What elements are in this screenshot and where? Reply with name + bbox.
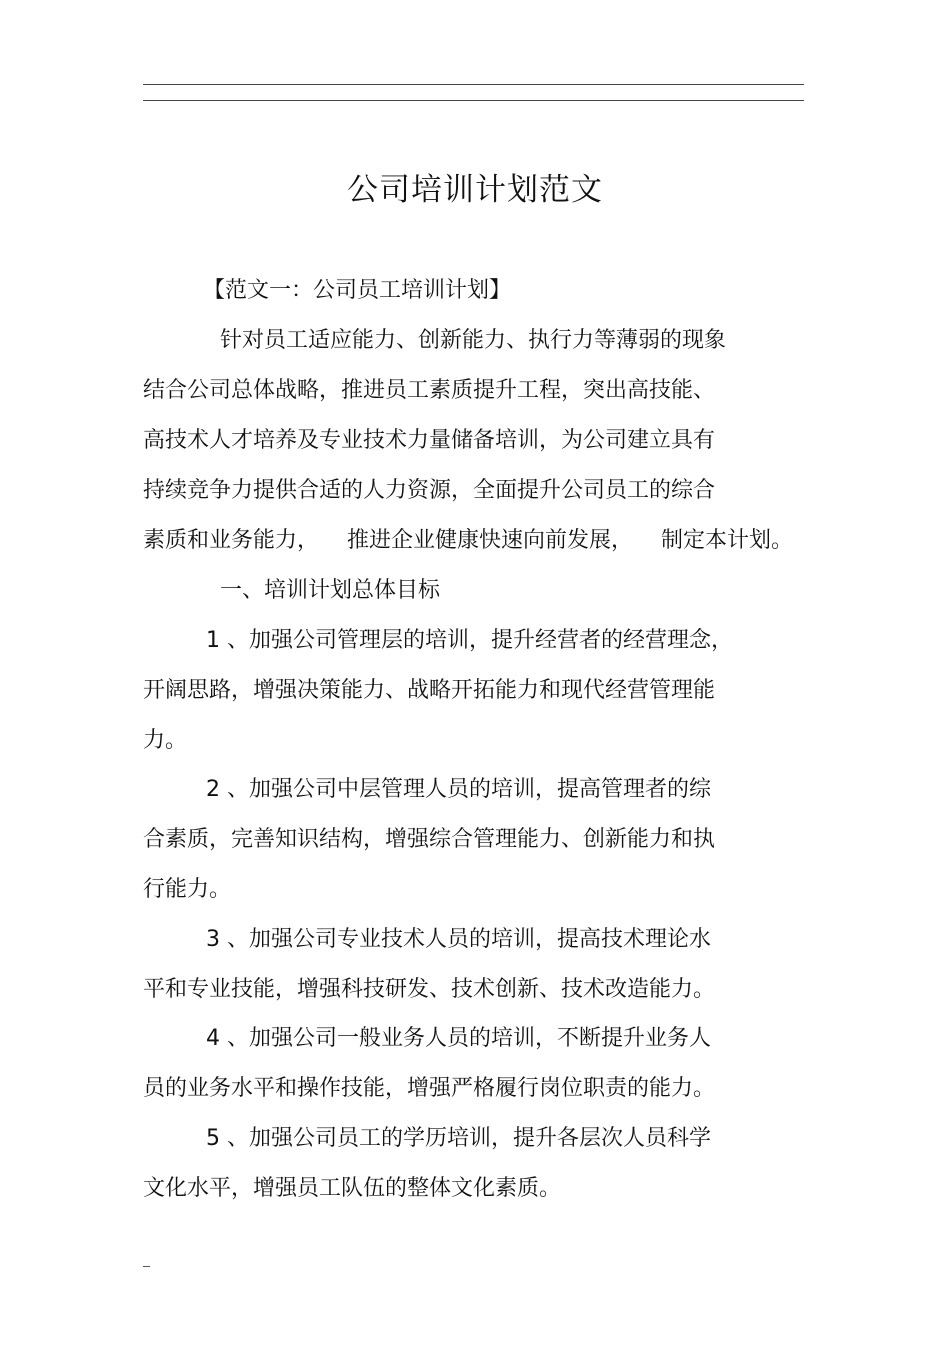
list-item-line: 合素质，完善知识结构，增强综合管理能力、创新能力和执 xyxy=(143,827,716,852)
list-item-line: 行能力。 xyxy=(143,877,232,902)
list-item-line: 4 、加强公司一般业务人员的培训，不断提升业务人 xyxy=(206,1026,711,1051)
list-item-line: 3 、加强公司专业技术人员的培训，提高技术理论水 xyxy=(206,927,711,952)
subsection-heading: 一、培训计划总体目标 xyxy=(220,578,441,603)
header-rule-bottom xyxy=(143,100,804,101)
list-item-line: 文化水平，增强员工队伍的整体文化素质。 xyxy=(143,1176,562,1201)
list-item-line: 员的业务水平和操作技能，增强严格履行岗位职责的能力。 xyxy=(143,1076,716,1101)
list-item-line: 1 、加强公司管理层的培训，提升经营者的经营理念， xyxy=(206,628,733,653)
paragraph-line: 素质和业务能力， 推进企业健康快速向前发展， 制定本计划。 xyxy=(143,528,793,553)
section-heading: 【范文一：公司员工培训计划】 xyxy=(203,278,512,303)
paragraph-line: 持续竞争力提供合适的人力资源，全面提升公司员工的综合 xyxy=(143,478,716,503)
footer-dash xyxy=(143,1266,150,1267)
list-item-line: 2 、加强公司中层管理人员的培训，提高管理者的综 xyxy=(206,777,711,802)
list-item-line: 平和专业技能，增强科技研发、技术创新、技术改造能力。 xyxy=(143,977,716,1002)
list-item-line: 5 、加强公司员工的学历培训，提升各层次人员科学 xyxy=(206,1126,711,1151)
list-item-line: 开阔思路，增强决策能力、战略开拓能力和现代经营管理能 xyxy=(143,678,716,703)
paragraph-line: 针对员工适应能力、创新能力、执行力等薄弱的现象 xyxy=(220,328,727,353)
list-item-line: 力。 xyxy=(143,728,188,753)
header-rule-top xyxy=(143,84,804,85)
paragraph-line: 结合公司总体战略，推进员工素质提升工程，突出高技能、 xyxy=(143,378,716,403)
paragraph-line: 高技术人才培养及专业技术力量储备培训，为公司建立具有 xyxy=(143,428,716,453)
document-title: 公司培训计划范文 xyxy=(347,172,603,208)
